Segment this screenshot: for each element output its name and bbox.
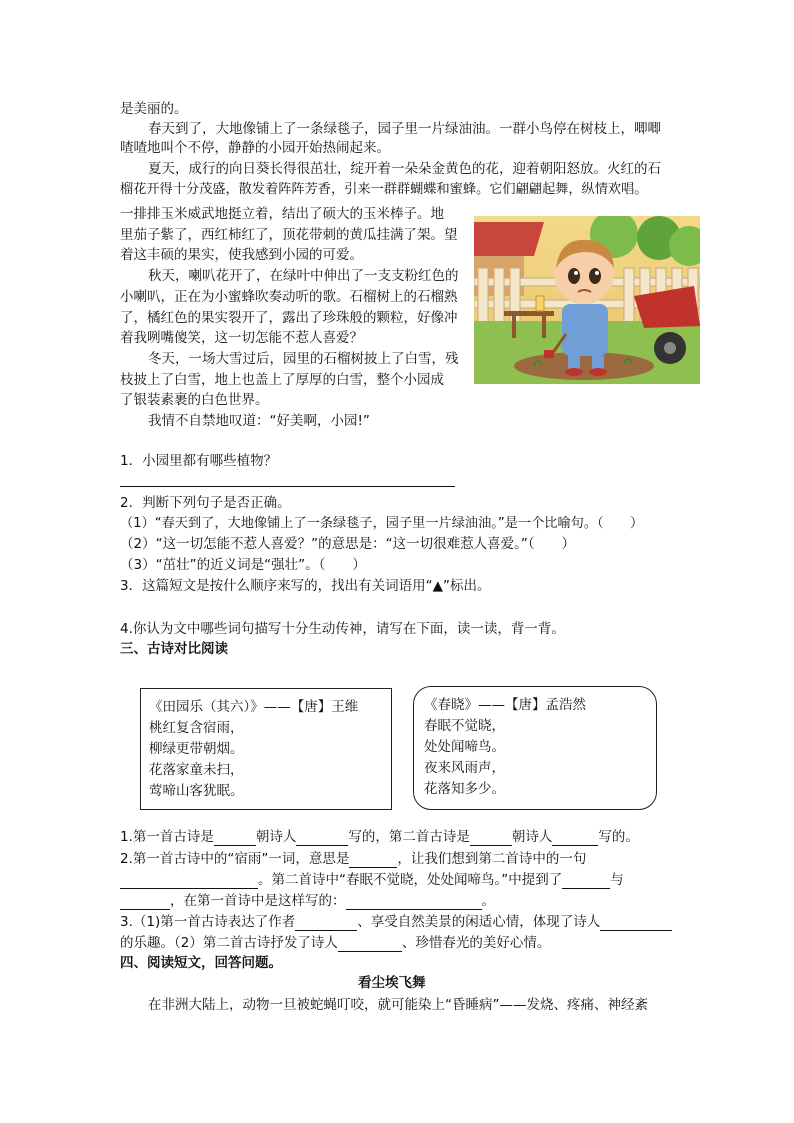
passage-line: 我情不自禁地叹道：“好美啊，小园!”	[148, 413, 370, 429]
blank[interactable]	[214, 831, 256, 846]
blank[interactable]	[562, 874, 610, 889]
blank[interactable]	[552, 831, 598, 846]
section-heading: 三、古诗对比阅读	[120, 641, 228, 657]
question-2-item-3: （3）“茁壮”的近义词是“强壮”。（ ）	[120, 557, 366, 573]
passage-line: 夏天，成行的向日葵长得很茁壮，绽开着一朵朵金黄色的花，迎着朝阳怒放。火红的石	[148, 161, 661, 177]
blank[interactable]	[120, 895, 170, 910]
article-line: 在非洲大陆上，动物一旦被蛇蝇叮咬，就可能染上“昏睡病”——发烧、疼痛、神经紊	[148, 997, 648, 1013]
passage-line: 小喇叭，正在为小蜜蜂吹奏动听的歌。石榴树上的石榴熟	[120, 289, 458, 305]
poem-title: 《春晓》——【唐】孟浩然	[424, 697, 586, 713]
poem-line: 夜来风雨声，	[424, 760, 505, 776]
poem-line: 春眠不觉晓，	[424, 718, 505, 734]
blank[interactable]	[338, 937, 402, 952]
poem-line: 桃红复含宿雨，	[149, 720, 244, 736]
passage-line: 喳喳地叫个不停，静静的小园开始热闹起来。	[120, 140, 390, 156]
poem-line: 柳绿更带朝烟。	[149, 741, 244, 757]
blank[interactable]	[346, 895, 482, 910]
passage-line: 是美丽的。	[120, 101, 188, 117]
poem-title: 《田园乐（其六）》——【唐】王维	[149, 699, 359, 715]
poem-box-1	[140, 688, 392, 810]
poem-line: 花落知多少。	[424, 781, 505, 797]
poem-box-2	[413, 686, 657, 810]
question-2-item-2: （2）“这一切怎能不惹人喜爱？”的意思是：“这一切很难惹人喜爱。”（ ）	[120, 536, 576, 552]
blank[interactable]	[349, 853, 397, 868]
passage-line: 榴花开得十分茂盛，散发着阵阵芳香，引来一群群蝴蝶和蜜蜂。它们翩翩起舞，纵情欢唱。	[120, 182, 648, 197]
section-heading: 四、阅读短文，回答问题。	[120, 955, 282, 971]
question-4: 4.你认为文中哪些词句描写十分生动传神，请写在下面，读一读，背一背。	[120, 621, 565, 637]
poem-question-3-line-1: 3.（1)第一首古诗表达了作者 、享受自然美景的闲适心情，体现了诗人	[120, 913, 672, 931]
question-2: 2．判断下列句子是否正确。	[120, 495, 291, 511]
blank[interactable]	[470, 831, 512, 846]
poem-question-1: 1.第一首古诗是 朝诗人 写的，第二首古诗是 朝诗人 写的。	[120, 829, 639, 845]
question-1: 1．小园里都有哪些植物？	[120, 453, 278, 469]
poem-line: 莺啼山客犹眠。	[149, 783, 244, 799]
poem-question-3-line-2: 的乐趣。（2）第二首古诗抒发了诗人 、珍惜春光的美好心情。	[120, 935, 551, 951]
question-2-item-1: （1）“春天到了，大地像铺上了一条绿毯子，园子里一片绿油油。”是一个比喻句。（ ）	[120, 516, 644, 531]
poem-line: 处处闻啼鸟。	[424, 739, 505, 755]
passage-line: 着这丰硕的果实，使我感到小园的可爱。	[120, 247, 363, 263]
passage-line: 了，橘红色的果实裂开了，露出了珍珠般的颗粒，好像冲	[120, 310, 458, 326]
poem-question-2-line-2: 。第二首诗中“春眠不觉晓，处处闻啼鸟。”中提到了 与	[120, 871, 624, 889]
passage-line: 冬天，一场大雪过后，园里的石榴树披上了白雪，残	[148, 351, 459, 367]
blank[interactable]	[295, 916, 357, 931]
poem-question-2-line-3: ，在第一首诗中是这样写的： 。	[120, 892, 495, 910]
blank[interactable]	[296, 831, 348, 846]
passage-line: 枝披上了白雪，地上也盖上了厚厚的白雪，整个小园成	[120, 372, 444, 388]
poem-question-2-line-1: 2.第一首古诗中的“宿雨”一词，意思是 ，让我们想到第二首诗中的一句	[120, 851, 587, 867]
passage-line: 了银装素裹的白色世界。	[120, 392, 269, 408]
poem-line: 花落家童未扫，	[149, 762, 244, 778]
passage-line: 秋天，喇叭花开了，在绿叶中伸出了一支支粉红色的	[148, 268, 459, 284]
child-gardening-illustration	[474, 216, 700, 384]
answer-line[interactable]	[120, 486, 455, 487]
article-title: 看尘埃飞舞	[358, 975, 426, 991]
passage-line: 一排排玉米威武地挺立着，结出了硕大的玉米棒子。地	[120, 206, 444, 222]
passage-line: 着我咧嘴傻笑，这一切怎能不惹人喜爱？	[120, 330, 363, 346]
passage-line: 里茄子紫了，西红柿红了，顶花带刺的黄瓜挂满了架。望	[120, 227, 458, 243]
blank[interactable]	[600, 916, 672, 931]
blank[interactable]	[120, 874, 258, 889]
passage-line: 春天到了，大地像铺上了一条绿毯子，园子里一片绿油油。一群小鸟停在树枝上，唧唧	[148, 121, 661, 137]
question-3: 3．这篇短文是按什么顺序来写的，找出有关词语用“▲”标出。	[120, 578, 491, 594]
